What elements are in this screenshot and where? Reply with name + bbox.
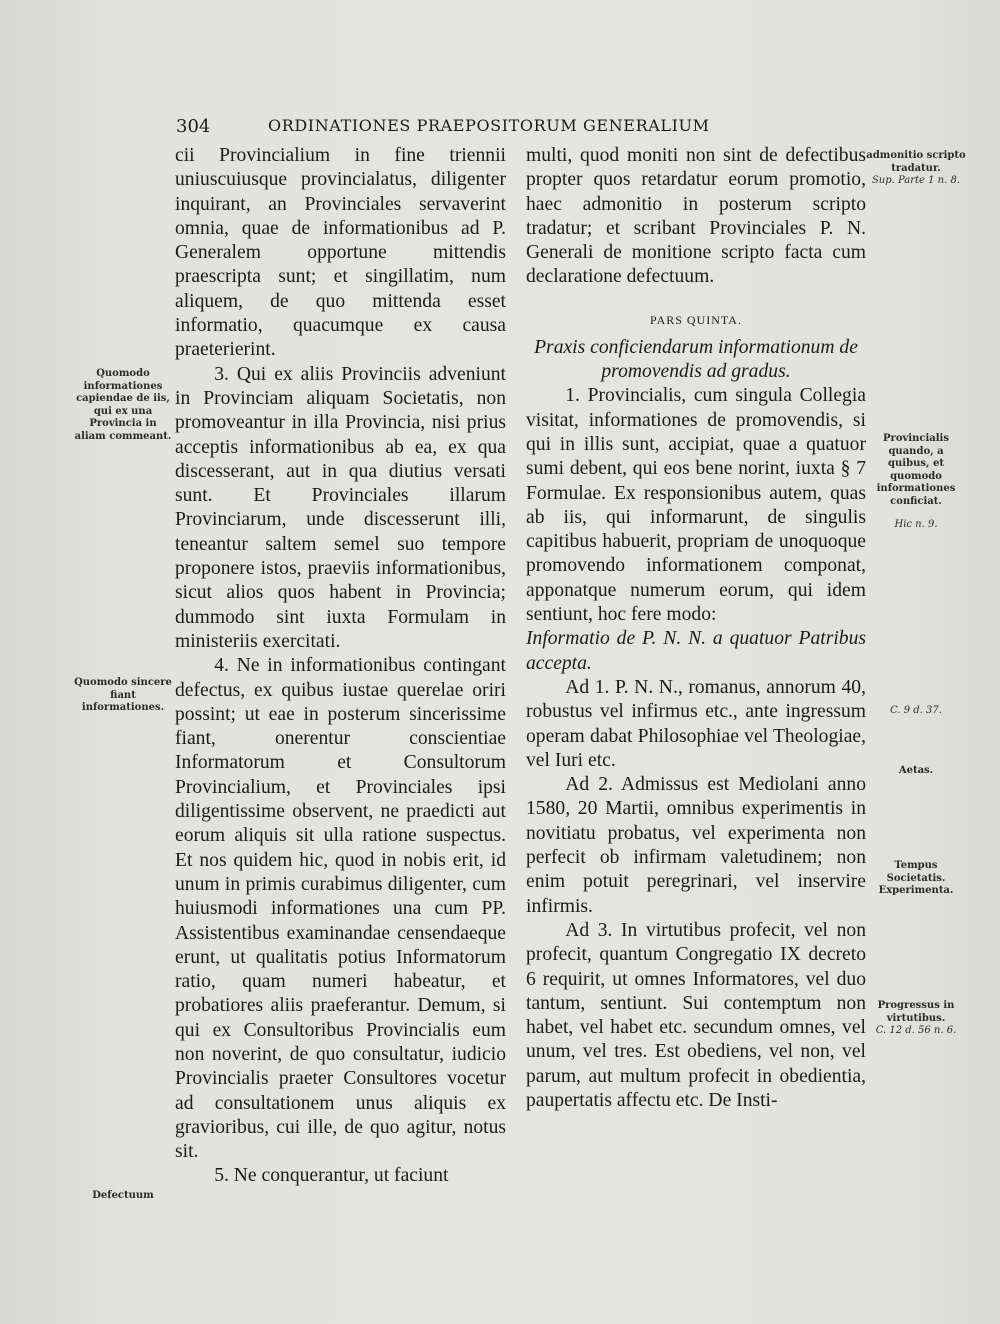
paragraph-ad-1: Ad 1. P. N. N., romanus, annorum 40, robustus vel infirmus etc., ante ingressum operam dabat Philosophiae vel Theologiae, vel Iuri etc. xyxy=(526,676,866,771)
margin-note-right-1 xyxy=(866,150,966,188)
page-header xyxy=(176,116,816,142)
margin-note-right-6 xyxy=(866,1000,966,1038)
paragraph-5: 5. Ne conquerantur, ut faciunt xyxy=(214,1165,449,1187)
margin-note-left-2: Quomodo sincere fiant informationes. xyxy=(74,677,172,714)
margin-note-right-5: Tempus Societatis. Experimenta. xyxy=(878,860,954,897)
paragraph-3: 3. Qui ex aliis Provinciis adveniunt in Provinciam aliquam Societatis, non promoveantur in illa Provincia, nisi prius acceptis informationibus ab ea, ex qua discesserant, aut in qua diutius versati sunt. Et Provinciales illarum Provinciarum, unde discesserunt illi, teneantur saltem semel suo tempore proponere istos, praeviis informationibus, sicut alios quos habent in Provincia; dummodo sint iuxta Formulam in ministeriis exercitati. xyxy=(175,363,506,652)
margin-note-left-1: Quomodo informationes capiendae de iis, qui ex una Provincia in aliam commeant. xyxy=(74,368,172,442)
margin-note-reference: Hic n. 9. xyxy=(894,518,938,530)
margin-note-text: admonitio scripto tradatur. xyxy=(866,150,966,174)
page-number: 304 xyxy=(176,116,211,137)
example-title: Informatio de P. N. N. a quatuor Patribus accepta. xyxy=(526,628,866,674)
margin-note-reference: C. 12 d. 56 n. 6. xyxy=(875,1025,957,1037)
margin-note-right-2 xyxy=(866,433,966,531)
paragraph-ad-3: Ad 3. In virtutibus profecit, vel non profecit, quantum Congregatio IX decreto 6 requirit, ut omnes Informatores, vel duo tantum, sentiunt. Sui contemptum non habet, vel habet etc. secundum omnes, vel unum, vel tres. Est obediens, vel non, vel parum, aut multum profecit in obedientia, paupertatis affectu etc. De Insti- xyxy=(526,919,866,1111)
paragraph-continued: cii Provincialium in fine triennii uniuscuiusque provincialatus, diligenter inquirant, an Provinciales servaverint omnia, quae de informationibus ad P. Generalem opportune mittendis praescripta sunt; et singillatim, num aliquem, de quo mittenda esset informatio, quacumque ex causa praeterierint. xyxy=(175,145,506,361)
paragraph-4: 4. Ne in informationibus contingant defectus, ex quibus iustae querelae oriri possint; ut eae in posterum sincerissime fiant, onerentur conscientiae Informatorum et Consultorum Provincialium, et Provinciales ipsi diligentissime observent, ne praedicti aut eorum aliquis sit ulla ratione suspectus. Et nos quidem hic, quod in nobis erit, id unum in primis curabimus diligenter, cum huiusmodi informationes una cum PP. Assistentibus examinandae censendaeque erunt, ut qualitatis potius Informatorum ratio, quam numeri habeatur, et probatiores aliis praeferantur. Demum, si qui ex Consultoribus Provincialis eum non noverint, de quo consultatur, iudicio Provincialis praeter Consultores vocetur ad consultationem unus aliquis ex gravioribus, cui ille, de quo agitur, notus sit. xyxy=(175,655,506,1163)
margin-note-text: Provincialis quando, a quibus, et quomodo informationes conficiat. xyxy=(876,433,956,507)
paragraph-1: 1. Provincialis, cum singula Collegia visitat, informationes de promovendis, si qui in illis sunt, accipiat, quae a quatuor sumi debent, qui eos bene norint, iuxta § 7 Formulae. Ex responsionibus autem, quas ab iis, qui informarunt, de singulis capitibus habuerit, propriam de unoquoque promovendo informationem componat, apponatque numerum eorum, qui idem sentiunt, hoc fere modo: xyxy=(526,385,866,626)
paragraph-continued-right: multi, quod moniti non sint de defectibus propter quos retardatur eorum promotio, haec admonitio in posterum scripto tradatur; et scribant Provinciales P. N. Generali de monitione scripto facta cum declaratione defectuum. xyxy=(526,145,866,288)
margin-note-reference: C. 9 d. 37. xyxy=(890,705,942,716)
section-title: PARS QUINTA. xyxy=(650,312,742,327)
left-text-column xyxy=(175,144,506,1189)
margin-note-left-3: Defectuum xyxy=(92,1190,154,1201)
margin-note-text: Progressus in virtutibus. xyxy=(877,1000,955,1024)
running-title: ORDINATIONES PRAEPOSITORUM GENERALIUM xyxy=(268,116,710,135)
right-text-column xyxy=(526,144,866,1113)
paragraph-ad-2: Ad 2. Admissus est Mediolani anno 1580, 20 Martii, omnibus experimentis in novitiatu probatus, vel experimenta non perfecit ob infirmam valetudinem; non enim potuit peregrinari, vel inservire infirmis. xyxy=(526,774,866,917)
margin-note-right-4: Aetas. xyxy=(898,765,934,776)
margin-note-reference: Sup. Parte 1 n. 8. xyxy=(871,175,961,187)
section-subtitle: Praxis conficiendarum informationum de promovendis ad gradus. xyxy=(534,336,858,383)
margin-note-right-3 xyxy=(866,705,966,718)
